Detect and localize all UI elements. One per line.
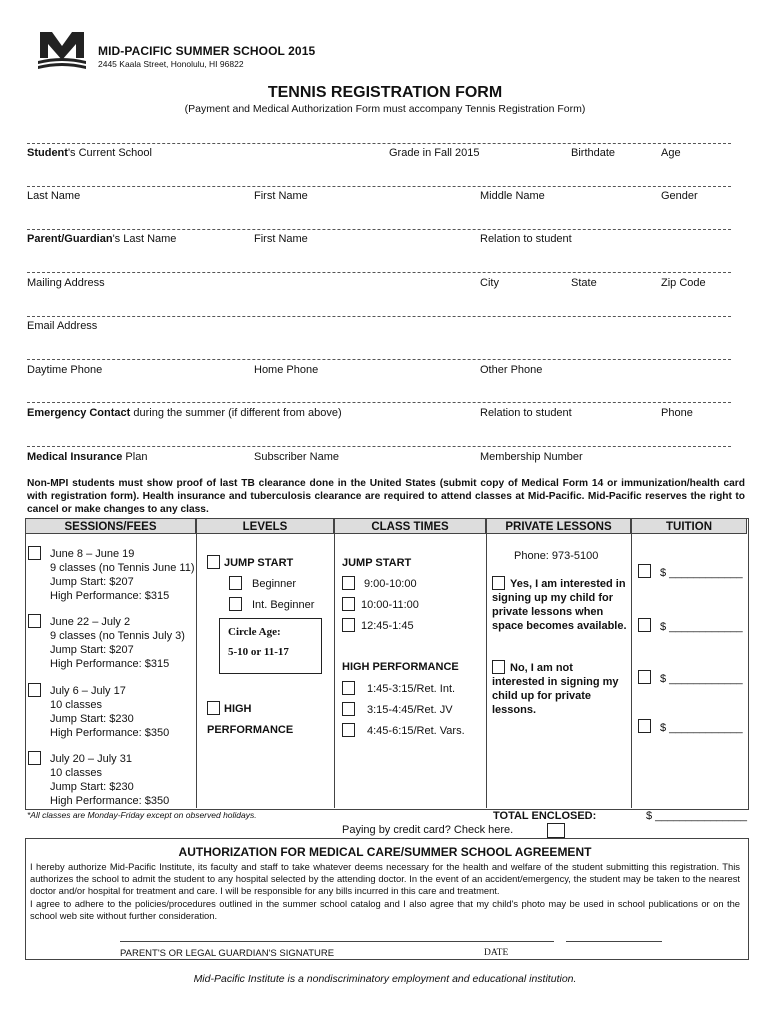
header-sessions: SESSIONS/FEES [25, 518, 196, 534]
session-3-high-fee: High Performance: $350 [50, 727, 170, 739]
header-tuition: TUITION [631, 518, 747, 534]
signature-line[interactable] [120, 941, 554, 942]
level-jump-start-checkbox[interactable] [207, 555, 220, 569]
student-name-line[interactable] [27, 186, 731, 187]
private-yes-line: private lessons when [492, 606, 604, 618]
mailing-line[interactable] [27, 272, 731, 273]
private-yes-line: Yes, I am interested in [510, 578, 626, 590]
private-no-line: child up for private [492, 690, 592, 702]
tuition-checkbox[interactable] [638, 618, 651, 632]
date-label: DATE [484, 948, 509, 958]
grade-label: Grade in Fall 2015 [389, 147, 480, 159]
session-3-jump-fee: Jump Start: $230 [50, 713, 134, 725]
holiday-note: *All classes are Monday-Friday except on observed holidays. [27, 810, 257, 820]
date-line[interactable] [566, 941, 662, 942]
email-line[interactable] [27, 316, 731, 317]
emergency-contact-label: Emergency Contact during the summer (if different from above) [27, 407, 342, 419]
birthdate-label: Birthdate [571, 147, 616, 159]
time-checkbox[interactable] [342, 576, 355, 590]
col-divider [631, 518, 632, 808]
tuition-checkbox[interactable] [638, 564, 651, 578]
authorization-paragraph: I hereby authorize Mid-Pacific Institute, its faculty and staff to take whatever deems necessary for the health and welfare of the student submitting this registration. This authorizes the school to admit the student to any hospital selected by the attending doctor. In the event of an accident/emergency, the student may be taken to the nearest doctor and/or hospital for treatment and care. I will be responsible for any bills incurred in this care and treatment. [30, 861, 740, 897]
time-label: 9:00-10:00 [364, 578, 417, 590]
level-beginner-checkbox[interactable] [229, 576, 242, 590]
session-1-high-fee: High Performance: $315 [50, 590, 170, 602]
time-label: 3:15-4:45/Ret. JV [367, 704, 453, 716]
total-enclosed-field[interactable]: $ _______________ [646, 810, 747, 822]
home-phone-label: Home Phone [254, 364, 319, 376]
level-high-performance-checkbox[interactable] [207, 701, 220, 715]
private-no-line: lessons. [492, 704, 537, 716]
mailing-address-label: Mailing Address [27, 277, 105, 289]
time-checkbox[interactable] [342, 723, 355, 737]
level-jump-start-label: JUMP START [224, 557, 294, 569]
gender-label: Gender [661, 190, 698, 202]
parent-line[interactable] [27, 229, 731, 230]
time-checkbox[interactable] [342, 681, 355, 695]
session-2-high-fee: High Performance: $315 [50, 658, 170, 670]
private-yes-line: signing up my child for [492, 592, 613, 604]
session-4-high-fee: High Performance: $350 [50, 795, 170, 807]
times-high-performance-heading: HIGH PERFORMANCE [342, 661, 459, 673]
circle-age-box [219, 618, 322, 674]
private-no-line: interested in signing my [492, 676, 619, 688]
col-divider [486, 518, 487, 808]
session-1-checkbox[interactable] [28, 546, 41, 560]
subscriber-label: Subscriber Name [254, 451, 339, 463]
session-2-dates: June 22 – July 2 [50, 616, 131, 628]
private-no-line: No, I am not [510, 662, 573, 674]
session-3-dates: July 6 – July 17 [50, 685, 126, 697]
credit-card-label: Paying by credit card? Check here. [342, 824, 514, 836]
session-2-checkbox[interactable] [28, 614, 41, 628]
relation-label: Relation to student [480, 233, 572, 245]
header-levels: LEVELS [196, 518, 334, 534]
session-4-jump-fee: Jump Start: $230 [50, 781, 134, 793]
total-enclosed-label: TOTAL ENCLOSED: [493, 810, 597, 822]
time-label: 12:45-1:45 [361, 620, 414, 632]
private-phone: Phone: 973-5100 [514, 550, 599, 562]
session-1-jump-fee: Jump Start: $207 [50, 576, 134, 588]
last-name-label: Last Name [27, 190, 81, 202]
emergency-phone-label: Phone [661, 407, 693, 419]
time-checkbox[interactable] [342, 597, 355, 611]
tuition-checkbox[interactable] [638, 719, 651, 733]
private-no-checkbox[interactable] [492, 660, 505, 674]
session-1-dates: June 8 – June 19 [50, 548, 135, 560]
signature-label: PARENT'S OR LEGAL GUARDIAN'S SIGNATURE [120, 948, 335, 959]
membership-label: Membership Number [480, 451, 583, 463]
time-label: 10:00-11:00 [361, 599, 419, 611]
city-label: City [480, 277, 499, 289]
time-label: 4:45-6:15/Ret. Vars. [367, 725, 465, 737]
student-school-label: Student's Current School [27, 147, 152, 159]
private-yes-line: space becomes available. [492, 620, 627, 632]
age-label: Age [661, 147, 681, 159]
student-school-line[interactable] [27, 143, 731, 144]
private-yes-checkbox[interactable] [492, 576, 505, 590]
tuition-amount-field[interactable]: $ ____________ [660, 621, 743, 633]
insurance-line[interactable] [27, 446, 731, 447]
time-checkbox[interactable] [342, 702, 355, 716]
agreement-paragraph: I agree to adhere to the policies/procedures outlined in the summer school catalog and I also agree that my child's photo may be used in school publications or on the school web site without further consideration. [30, 897, 740, 921]
middle-name-label: Middle Name [480, 190, 545, 202]
nondiscrimination-statement: Mid-Pacific Institute is a nondiscriminatory employment and educational institution. [193, 973, 577, 985]
session-3-classes: 10 classes [50, 699, 102, 711]
emergency-relation-label: Relation to student [480, 407, 572, 419]
state-label: State [571, 277, 597, 289]
col-divider [334, 518, 335, 808]
level-high-label: HIGH [224, 703, 252, 715]
level-performance-label: PERFORMANCE [207, 724, 294, 736]
phone-line[interactable] [27, 359, 731, 360]
email-label: Email Address [27, 320, 98, 332]
session-4-classes: 10 classes [50, 767, 102, 779]
tuition-checkbox[interactable] [638, 670, 651, 684]
first-name-label: First Name [254, 190, 308, 202]
tuition-amount-field[interactable]: $ ____________ [660, 722, 743, 734]
form-title: TENNIS REGISTRATION FORM [267, 84, 503, 101]
header-private-lessons: PRIVATE LESSONS [486, 518, 631, 534]
clearance-notice: Non-MPI students must show proof of last TB clearance done in the United States (submit copy of Medical Form 14 or immunization/health card with registration form). Health insurance and tuberculosis clearance are required to attend classes at Mid-Pacific. Mid-Pacific reserves the right to cancel or make changes to any class. [27, 478, 745, 515]
header-class-times: CLASS TIMES [334, 518, 486, 534]
school-name: MID-PACIFIC SUMMER SCHOOL 2015 [98, 44, 316, 58]
level-int-beginner-checkbox[interactable] [229, 597, 242, 611]
circle-age-label: Circle Age: [228, 626, 281, 638]
time-label: 1:45-3:15/Ret. Int. [367, 683, 456, 695]
tuition-amount-field[interactable]: $ ____________ [660, 567, 743, 579]
authorization-text [30, 861, 740, 922]
emergency-line[interactable] [27, 402, 731, 403]
parent-last-name-label: Parent/Guardian's Last Name [27, 233, 177, 245]
session-3-checkbox[interactable] [28, 683, 41, 697]
time-checkbox[interactable] [342, 618, 355, 632]
school-logo [36, 30, 88, 74]
parent-first-name-label: First Name [254, 233, 308, 245]
medical-insurance-label: Medical Insurance Plan [27, 451, 148, 463]
zip-label: Zip Code [661, 277, 706, 289]
session-4-dates: July 20 – July 31 [50, 753, 132, 765]
level-beginner-label: Beginner [252, 578, 297, 590]
age-ranges[interactable]: 5-10 or 11-17 [228, 646, 289, 658]
session-4-checkbox[interactable] [28, 751, 41, 765]
session-2-jump-fee: Jump Start: $207 [50, 644, 134, 656]
school-address: 2445 Kaala Street, Honolulu, HI 96822 [98, 59, 244, 69]
session-2-classes: 9 classes (no Tennis July 3) [50, 630, 185, 642]
tuition-amount-field[interactable]: $ ____________ [660, 673, 743, 685]
other-phone-label: Other Phone [480, 364, 543, 376]
level-int-beginner-label: Int. Beginner [252, 599, 315, 611]
session-1-classes: 9 classes (no Tennis June 11) [50, 562, 195, 574]
credit-card-checkbox[interactable] [547, 823, 565, 838]
col-divider [196, 518, 197, 808]
times-jump-start-heading: JUMP START [342, 557, 412, 569]
daytime-phone-label: Daytime Phone [27, 364, 103, 376]
form-subtitle: (Payment and Medical Authorization Form must accompany Tennis Registration Form) [184, 103, 586, 115]
authorization-title: AUTHORIZATION FOR MEDICAL CARE/SUMMER SCHOOL AGREEMENT [178, 845, 592, 859]
